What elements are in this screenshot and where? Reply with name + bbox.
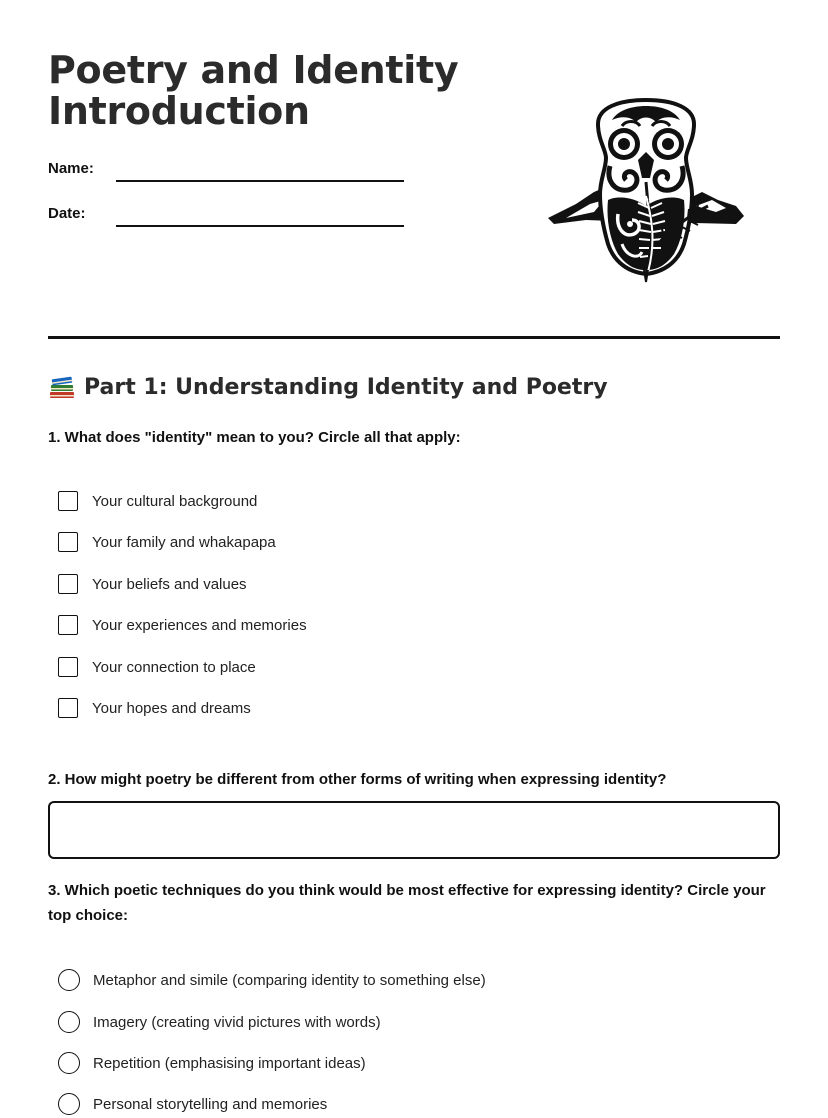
- question-1: 1. What does "identity" mean to you? Circle all that apply:: [48, 429, 461, 446]
- radio-button[interactable]: [58, 969, 80, 991]
- option-label: Imagery (creating vivid pictures with words): [93, 1013, 381, 1031]
- option-label: Your experiences and memories: [92, 616, 307, 634]
- checkbox[interactable]: [58, 491, 78, 511]
- q1-option-experiences-memories[interactable]: [58, 615, 307, 635]
- checkbox[interactable]: [58, 615, 78, 635]
- q1-option-beliefs-values[interactable]: [58, 574, 247, 594]
- question-2: 2. How might poetry be different from other forms of writing when expressing identity?: [48, 771, 667, 788]
- q2-answer-box[interactable]: [48, 801, 780, 859]
- q3-option-imagery[interactable]: [58, 1011, 381, 1033]
- question-3: 3. Which poetic techniques do you think would be most effective for expressing identity? Circle your top choice:: [48, 882, 766, 924]
- option-label: Your beliefs and values: [92, 575, 247, 593]
- name-label: Name:: [48, 160, 94, 177]
- checkbox[interactable]: [58, 698, 78, 718]
- option-label: Personal storytelling and memories: [93, 1095, 328, 1113]
- name-field[interactable]: [116, 180, 404, 182]
- radio-button[interactable]: [58, 1093, 80, 1115]
- radio-button[interactable]: [58, 1011, 80, 1033]
- checkbox[interactable]: [58, 574, 78, 594]
- date-label: Date:: [48, 205, 86, 222]
- option-label: Your hopes and dreams: [92, 699, 251, 717]
- option-label: Your family and whakapapa: [92, 533, 276, 551]
- checkbox[interactable]: [58, 657, 78, 677]
- maori-carving-fern-logo-icon: [546, 96, 746, 284]
- option-label: Metaphor and simile (comparing identity to something else): [93, 971, 486, 989]
- option-label: Repetition (emphasising important ideas): [93, 1054, 366, 1072]
- q3-option-metaphor-simile[interactable]: [58, 969, 486, 991]
- page-title: [48, 50, 468, 132]
- part-1-heading: [48, 374, 608, 400]
- title-line-1: Poetry and Identity: [48, 48, 459, 92]
- part-1-heading-text: Part 1: Understanding Identity and Poetry: [84, 374, 608, 400]
- q1-option-cultural-background[interactable]: [58, 491, 257, 511]
- q1-option-connection-to-place[interactable]: [58, 657, 256, 677]
- books-icon: [48, 374, 76, 400]
- title-line-2: Introduction: [48, 89, 310, 133]
- option-label: Your cultural background: [92, 492, 258, 510]
- radio-button[interactable]: [58, 1052, 80, 1074]
- q3-option-repetition[interactable]: [58, 1052, 366, 1074]
- q1-option-family-whakapapa[interactable]: [58, 532, 276, 552]
- section-divider: [48, 336, 780, 339]
- q3-option-personal-storytelling[interactable]: [58, 1093, 327, 1115]
- date-field[interactable]: [116, 225, 404, 227]
- option-label: Your connection to place: [92, 658, 256, 676]
- q1-option-hopes-dreams[interactable]: [58, 698, 251, 718]
- checkbox[interactable]: [58, 532, 78, 552]
